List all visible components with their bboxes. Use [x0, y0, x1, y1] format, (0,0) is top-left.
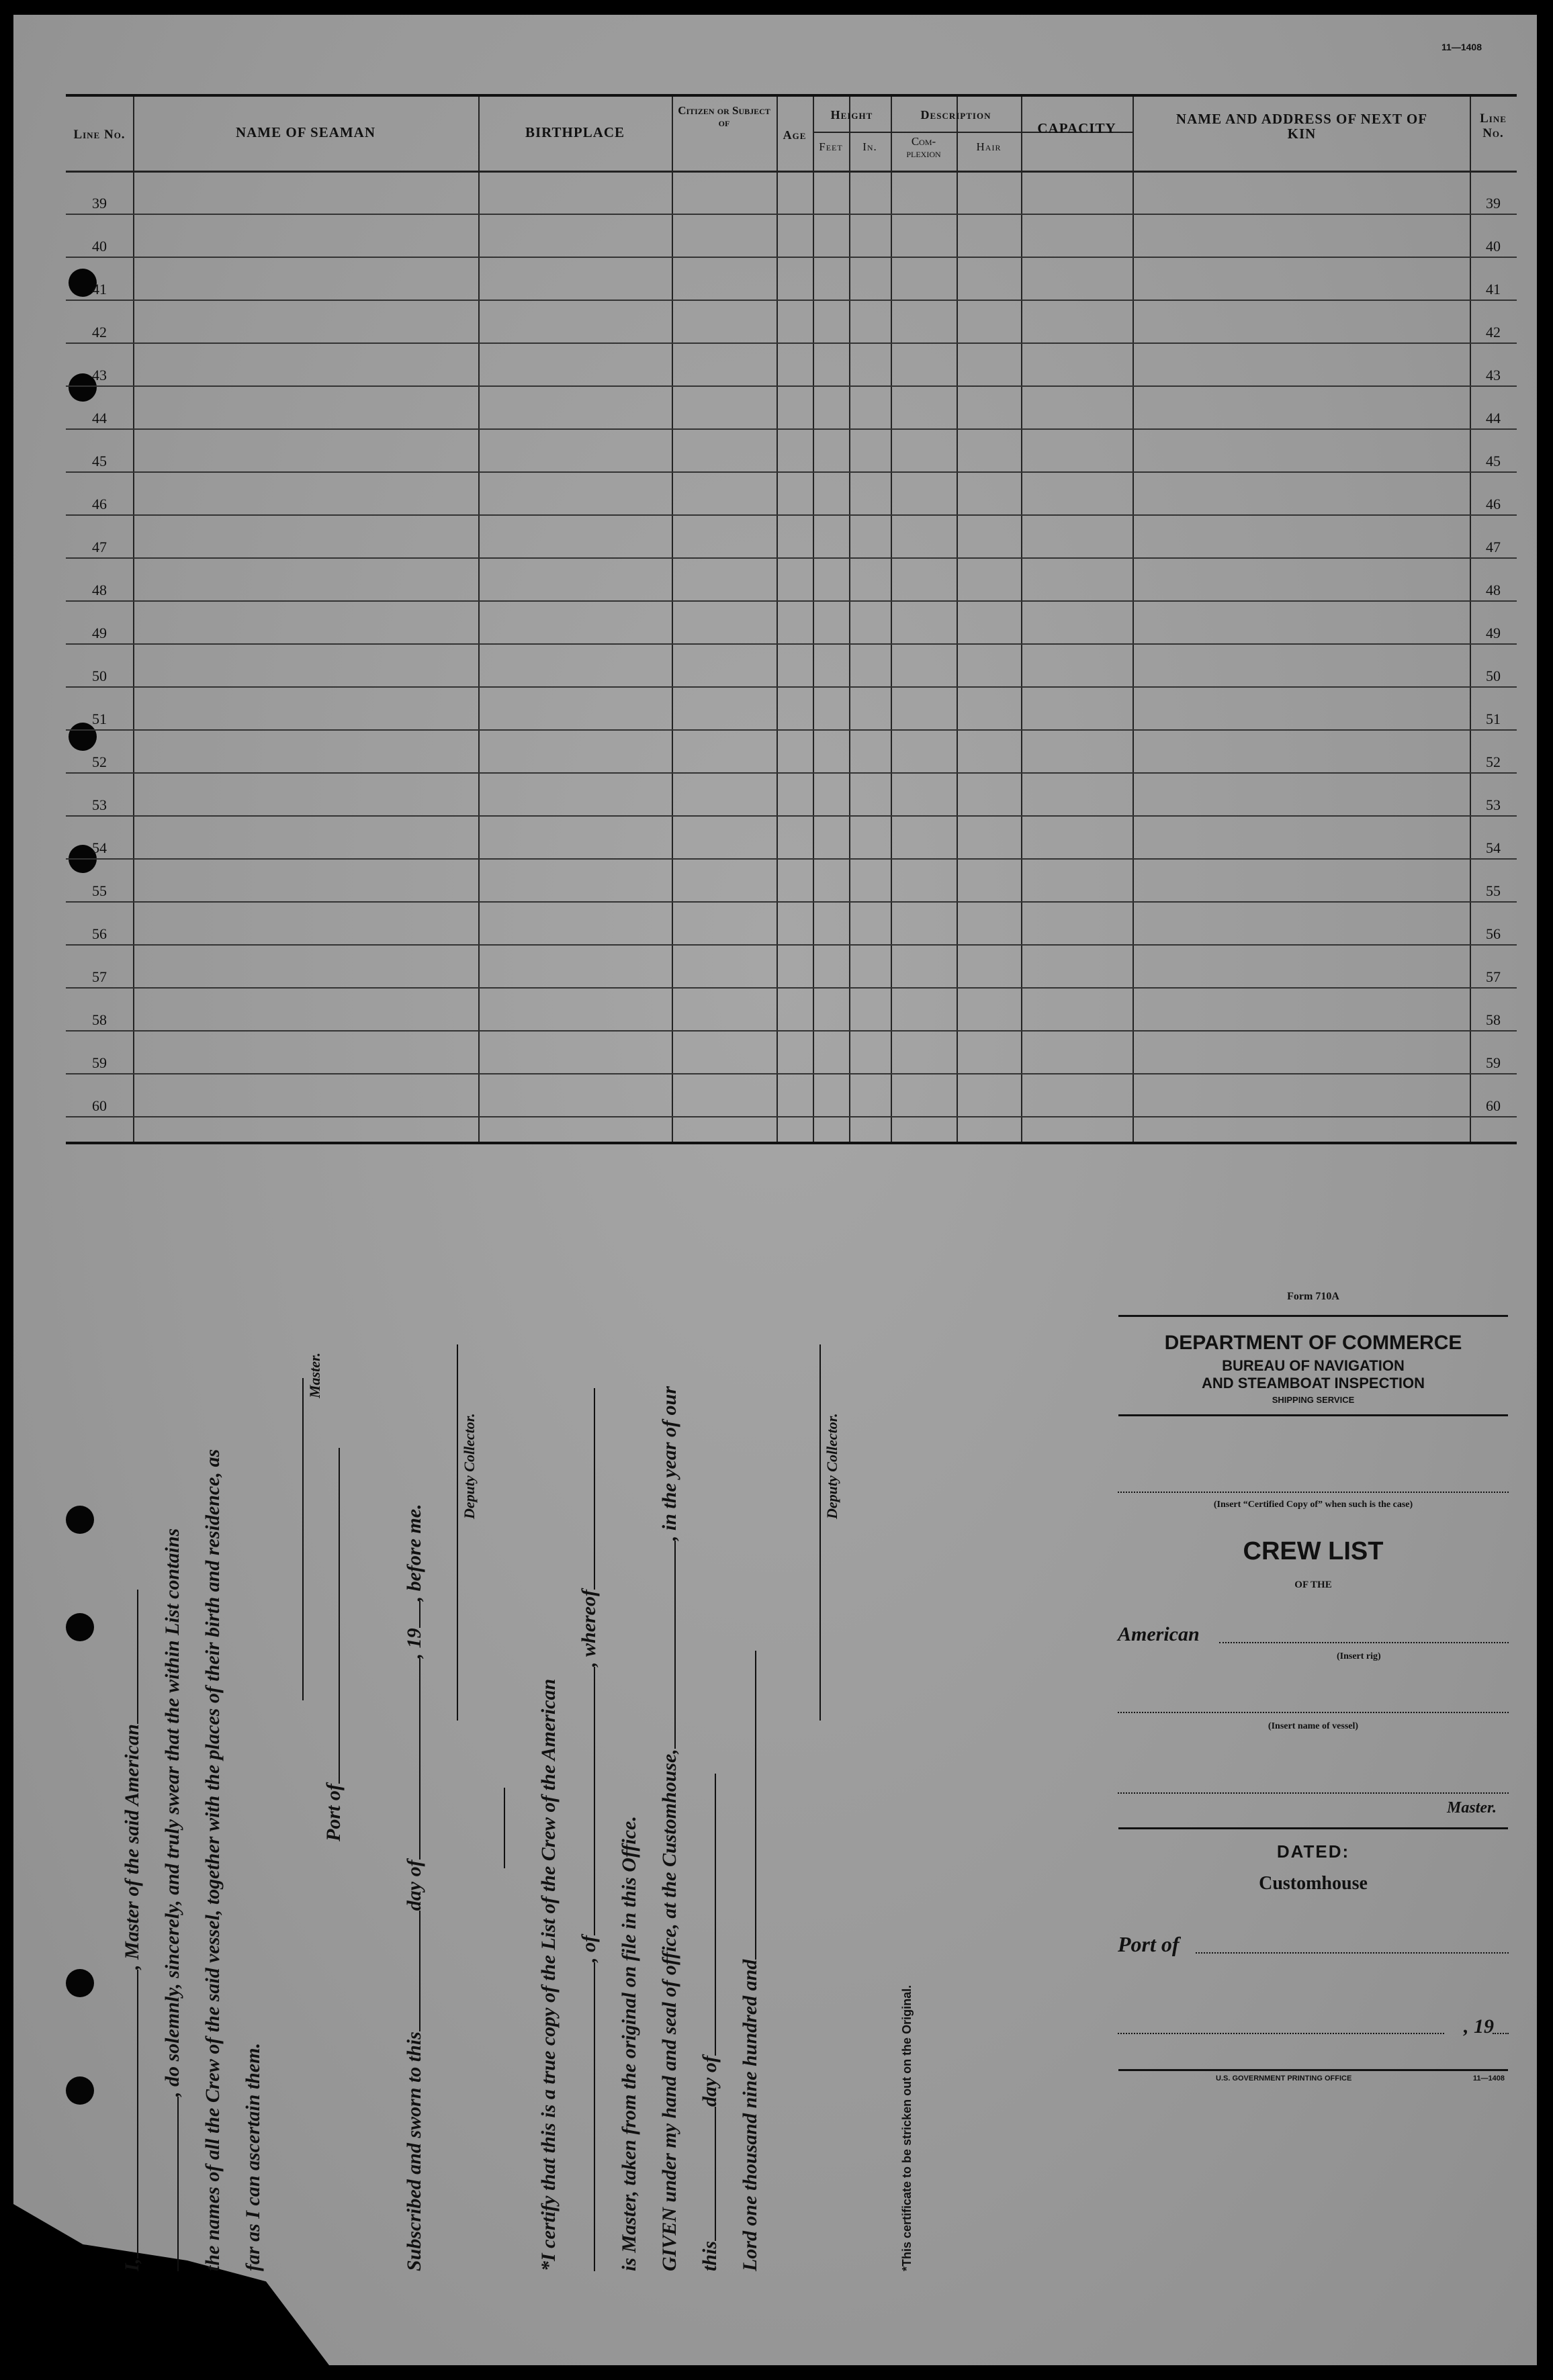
oath-ascertain: far as I can ascertain them. — [242, 2042, 264, 2271]
header-feet: Feet — [819, 140, 843, 153]
row-number-left: 58 — [92, 1011, 107, 1028]
table-row-line — [66, 514, 1517, 516]
row-number-right: 48 — [1486, 582, 1501, 598]
row-number-right: 54 — [1486, 839, 1501, 856]
table-row-line — [66, 385, 1517, 387]
row-number-right: 50 — [1486, 668, 1501, 684]
table-row-line — [66, 1030, 1517, 1032]
dated-label: DATED: — [1276, 1841, 1350, 1862]
table-row-line — [66, 428, 1517, 430]
table-row-line — [66, 600, 1517, 602]
header-inches: In. — [862, 140, 877, 153]
header-line-no: Line No. — [73, 128, 126, 142]
row-number-right: 59 — [1486, 1054, 1501, 1071]
year-nineteen: , 19 — [1464, 2015, 1494, 2038]
oath-master-of-american: , Master of the said American — [121, 1724, 143, 1970]
bureau-line-1: BUREAU OF NAVIGATION — [1222, 1357, 1405, 1374]
table-row-line — [66, 987, 1517, 989]
row-number-left: 40 — [92, 238, 107, 255]
row-number-left: 52 — [92, 753, 107, 770]
row-number-left: 42 — [92, 324, 107, 340]
header-capacity: CAPACITY — [1037, 120, 1116, 136]
oath-names: the names of all the Crew of the said vessel, together with the places of their birth and residence, as — [202, 1449, 224, 2271]
row-number-left: 59 — [92, 1054, 107, 1071]
row-number-left: 47 — [92, 539, 107, 555]
row-number-left: 54 — [92, 839, 107, 856]
crew-table — [66, 94, 1517, 1144]
header-complexion: Com-plexion — [906, 135, 941, 160]
insert-rig-note: (Insert rig) — [1337, 1651, 1381, 1661]
row-number-right: 41 — [1486, 281, 1501, 298]
row-number-right: 47 — [1486, 539, 1501, 555]
row-number-right: 52 — [1486, 753, 1501, 770]
table-row-line — [66, 686, 1517, 688]
table-row-line — [66, 1073, 1517, 1074]
header-next-of-kin: NAME AND ADDRESS OF NEXT OF KIN — [1175, 111, 1428, 142]
table-row-line — [66, 1116, 1517, 1117]
punch-hole — [66, 2076, 94, 2105]
customhouse-label: Customhouse — [1259, 1873, 1368, 1894]
certificate-of: , of — [578, 1935, 600, 1962]
punch-hole — [66, 1613, 94, 1641]
row-number-left: 45 — [92, 453, 107, 469]
row-number-left: 51 — [92, 711, 107, 727]
table-row-line — [66, 257, 1517, 258]
row-number-left: 43 — [92, 367, 107, 383]
of-the: OF THE — [1294, 1580, 1332, 1590]
punch-hole — [66, 1506, 94, 1534]
department-title: DEPARTMENT OF COMMERCE — [1164, 1332, 1462, 1354]
row-number-left: 60 — [92, 1097, 107, 1114]
row-number-right: 57 — [1486, 968, 1501, 985]
port-of-label: Port of — [1118, 1932, 1180, 1956]
row-number-right: 56 — [1486, 925, 1501, 942]
row-number-right: 43 — [1486, 367, 1501, 383]
row-number-left: 39 — [92, 195, 107, 212]
master-label: Master. — [1446, 1799, 1497, 1817]
crew-list-title: CREW LIST — [1243, 1537, 1384, 1565]
oath-before-me: , before me. — [403, 1504, 425, 1602]
table-row-line — [66, 901, 1517, 903]
header-hair: Hair — [976, 140, 1002, 153]
certificate-given: GIVEN under my hand and seal of office, at the Customhouse, — [658, 1749, 680, 2271]
row-number-left: 49 — [92, 625, 107, 641]
row-number-left: 57 — [92, 968, 107, 985]
header-birthplace: BIRTHPLACE — [525, 124, 625, 140]
certificate-footnote: *This certificate to be stricken out on the Original. — [900, 1984, 914, 2271]
row-number-right: 46 — [1486, 496, 1501, 512]
oath-nineteen: , 19 — [403, 1628, 425, 1659]
bureau-line-2: AND STEAMBOAT INSPECTION — [1201, 1375, 1425, 1391]
row-number-left: 41 — [92, 281, 107, 298]
american-label: American — [1118, 1623, 1200, 1645]
form-code-bottom: 11—1408 — [1472, 2074, 1505, 2082]
oath-i: I, — [121, 2258, 143, 2271]
row-number-right: 55 — [1486, 882, 1501, 899]
row-number-right: 44 — [1486, 410, 1501, 426]
row-number-right: 42 — [1486, 324, 1501, 340]
table-row-line — [66, 772, 1517, 774]
row-number-left: 46 — [92, 496, 107, 512]
header-age: Age — [783, 128, 807, 142]
header-line-no-right: Line No. — [1480, 111, 1507, 140]
insert-certified-note: (Insert “Certified Copy of” when such is the case) — [1213, 1500, 1413, 1510]
table-row-line — [66, 643, 1517, 645]
oath-day-of: day of — [403, 1860, 425, 1911]
oath-and-certificate — [121, 1224, 1008, 2271]
row-number-right: 49 — [1486, 625, 1501, 641]
row-number-right: 45 — [1486, 453, 1501, 469]
crew-list-cover — [1108, 1291, 1518, 2089]
certificate-this: this — [699, 2240, 721, 2271]
document-page — [13, 15, 1537, 2365]
printing-office: U.S. GOVERNMENT PRINTING OFFICE — [1216, 2074, 1352, 2082]
certificate-true-copy: *I certify that this is a true copy of the List of the Crew of the American — [537, 1678, 560, 2271]
oath-port-of: Port of — [322, 1784, 345, 1841]
header-height: Height — [830, 108, 873, 122]
certificate-is-master: is Master, taken from the original on file in this Office. — [618, 1816, 640, 2271]
form-number: Form 710A — [1287, 1291, 1339, 1302]
certificate-deputy-collector: Deputy Collector. — [824, 1413, 840, 1519]
table-row-line — [66, 214, 1517, 215]
certificate-year: , in the year of our — [658, 1386, 680, 1541]
row-number-right: 51 — [1486, 711, 1501, 727]
table-row-line — [66, 815, 1517, 817]
table-row-line — [66, 557, 1517, 559]
header-description: Description — [920, 108, 991, 122]
insert-name-note: (Insert name of vessel) — [1268, 1721, 1359, 1731]
certificate-whereof: , whereof — [578, 1590, 600, 1667]
row-number-right: 60 — [1486, 1097, 1501, 1114]
row-number-left: 56 — [92, 925, 107, 942]
oath-subscribed: Subscribed and sworn to this — [403, 2031, 425, 2271]
table-row-line — [66, 858, 1517, 860]
certificate-day-of: day of — [699, 2056, 721, 2107]
row-number-right: 58 — [1486, 1011, 1501, 1028]
oath-master-label: Master. — [306, 1353, 323, 1398]
certificate-lord: Lord one thousand nine hundred and — [739, 1959, 761, 2271]
form-code-top: 11—1408 — [1441, 42, 1482, 52]
row-number-left: 44 — [92, 410, 107, 426]
row-number-right: 53 — [1486, 796, 1501, 813]
row-number-left: 55 — [92, 882, 107, 899]
shipping-service: SHIPPING SERVICE — [1272, 1395, 1355, 1405]
oath-swear: , do solemnly, sincerely, and truly swear that the within List contains — [161, 1528, 183, 2097]
row-number-left: 53 — [92, 796, 107, 813]
table-row-line — [66, 300, 1517, 301]
table-row-line — [66, 342, 1517, 344]
table-row-line — [66, 471, 1517, 473]
table-row-line — [66, 944, 1517, 946]
row-number-right: 40 — [1486, 238, 1501, 255]
row-number-right: 39 — [1486, 195, 1501, 212]
oath-deputy-collector: Deputy Collector. — [461, 1413, 478, 1519]
header-name-of-seaman: NAME OF SEAMAN — [235, 124, 376, 140]
header-citizen: Citizen or Subject of — [678, 104, 770, 129]
punch-hole — [66, 1969, 94, 1997]
table-row-line — [66, 729, 1517, 731]
row-number-left: 48 — [92, 582, 107, 598]
row-number-left: 50 — [92, 668, 107, 684]
